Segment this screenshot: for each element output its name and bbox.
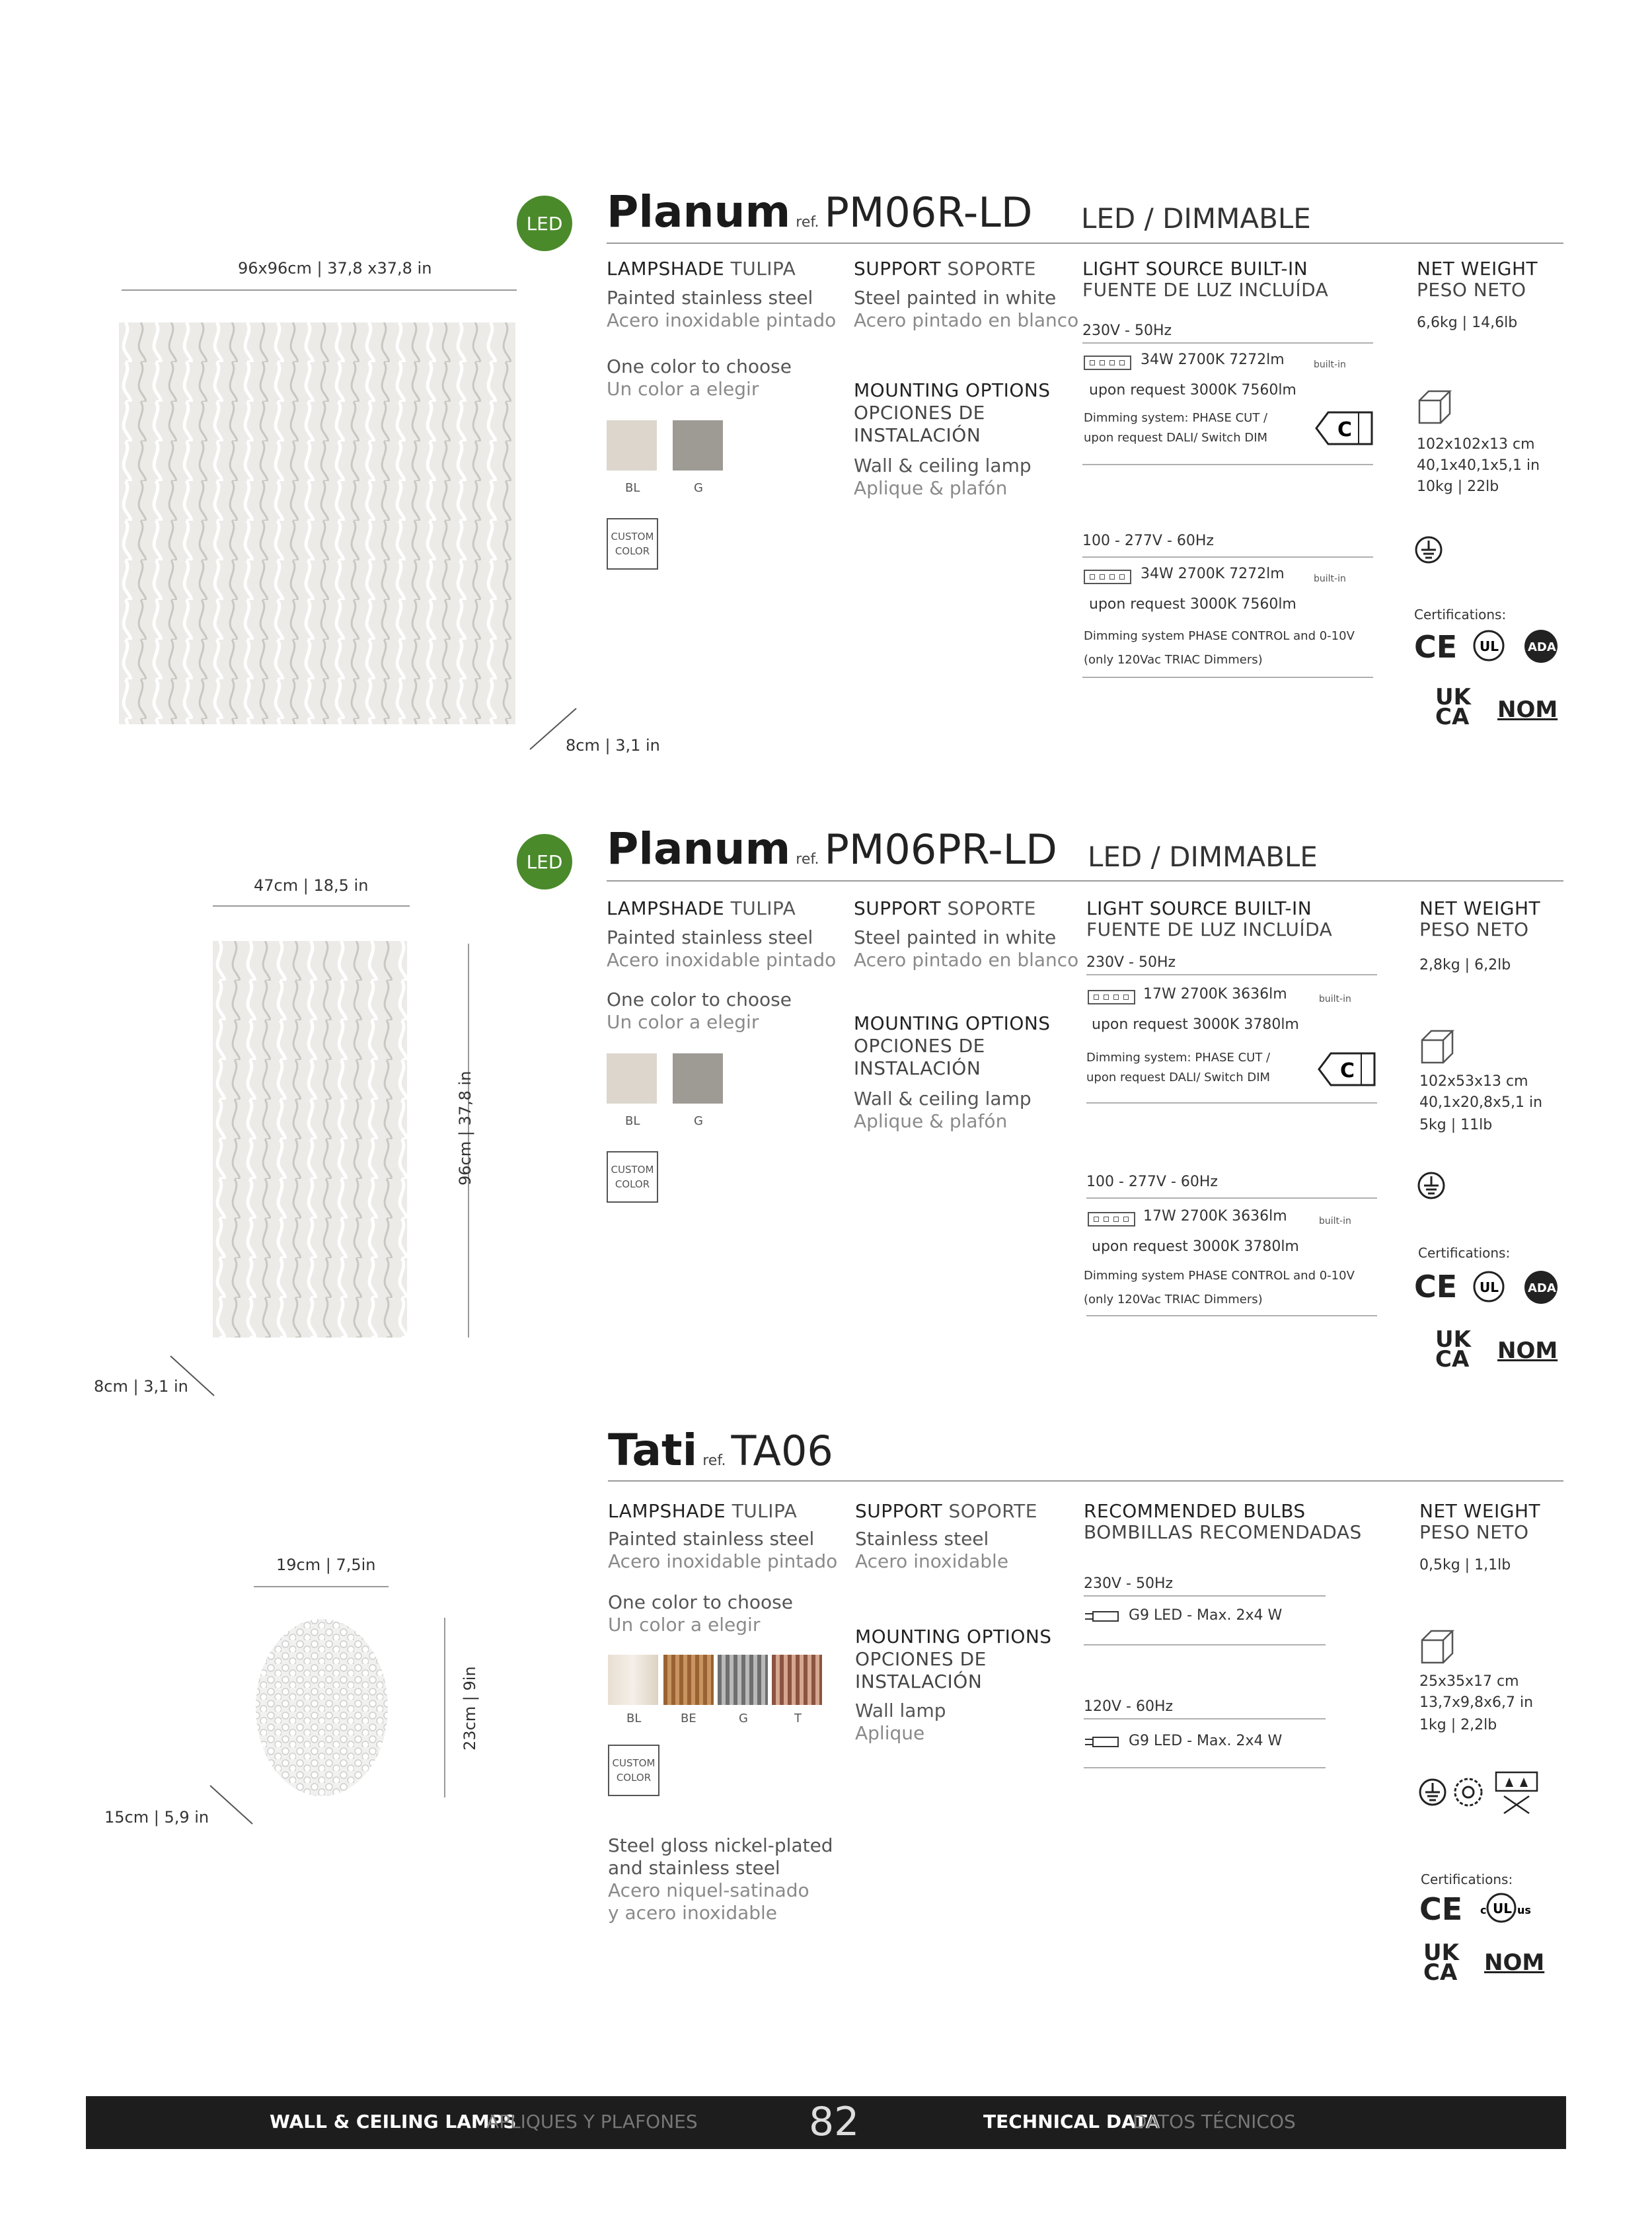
spec-230: 34W 2700K 7272lm — [1141, 352, 1285, 368]
ada-mark-icon — [1524, 1270, 1558, 1304]
swatch-label: BL — [625, 1114, 640, 1128]
ce-mark-icon: CE — [1414, 1269, 1458, 1304]
dimension-depth: 8cm | 3,1 in — [94, 1377, 188, 1396]
no-insulation-cover-icon — [1495, 1771, 1538, 1815]
net-weight-value: 6,6kg | 14,6lb — [1417, 315, 1518, 331]
svg-text:ADA: ADA — [1528, 640, 1556, 654]
dimming-system: Dimming system: PHASE CUT / — [1084, 411, 1268, 425]
swatch-label: BL — [626, 1712, 642, 1725]
voltage-100: 100 - 277V - 60Hz — [1082, 533, 1214, 549]
builtin-note: built-in — [1314, 359, 1346, 370]
swatch-label: T — [794, 1712, 802, 1725]
lampshade-material-es: Acero inoxidable pintado — [607, 949, 837, 971]
dimension-line — [444, 1618, 445, 1797]
swatch-label: BE — [681, 1712, 696, 1725]
nom-mark-icon: NOM — [1497, 697, 1558, 723]
light-source-heading: LIGHT SOURCE BUILT-IN — [1082, 258, 1308, 280]
dimming-system: upon request DALI/ Switch DIM — [1084, 431, 1268, 445]
svg-text:UL: UL — [1493, 1901, 1512, 1916]
custom-color-box[interactable]: CUSTOM COLOR — [608, 1745, 659, 1796]
footer-section: WALL & CEILING LAMPS — [270, 2111, 517, 2133]
dimension-width: 96x96cm | 37,8 x37,8 in — [238, 259, 432, 278]
package-icon — [1419, 1028, 1456, 1065]
voltage-230: 230V - 50Hz — [1086, 954, 1176, 971]
mounting-option: Wall & ceiling lamp — [854, 1088, 1032, 1110]
dimension-height: 96cm | 37,8 in — [456, 1071, 474, 1186]
support-material: Steel painted in white — [854, 926, 1057, 948]
cul-us-mark-icon — [1480, 1891, 1533, 1924]
dimension-depth: 15cm | 5,9 in — [104, 1808, 209, 1827]
upon-request-230: upon request 3000K 7560lm — [1089, 382, 1296, 398]
mounting-option-es: Aplique & plafón — [854, 477, 1008, 499]
ukca-mark-icon: UK CA — [1435, 1326, 1471, 1373]
svg-text:ADA: ADA — [1528, 1281, 1556, 1295]
product-code: PM06R-LD — [824, 188, 1033, 237]
mounting-heading-es: OPCIONES DE — [855, 1648, 987, 1670]
net-weight-heading-es: PESO NETO — [1419, 1521, 1529, 1543]
divider — [1082, 677, 1373, 678]
material-note-es: y acero inoxidable — [608, 1902, 778, 1924]
product-title: Planum ref. PM06R-LD — [607, 186, 1033, 237]
package-icon — [1417, 389, 1454, 426]
voltage-100: 100 - 277V - 60Hz — [1086, 1174, 1218, 1190]
divider — [1084, 1718, 1326, 1719]
swatch-t[interactable] — [772, 1655, 822, 1705]
mounting-heading-es: INSTALACIÓN — [855, 1671, 983, 1692]
swatch-label: G — [739, 1712, 748, 1725]
swatch-be[interactable] — [663, 1655, 714, 1705]
divider — [1086, 974, 1377, 975]
footer-bar — [86, 2096, 1566, 2149]
net-weight-heading: NET WEIGHT — [1419, 897, 1541, 919]
mounting-option: Wall & ceiling lamp — [854, 455, 1032, 476]
upon-request-100: upon request 3000K 3780lm — [1092, 1238, 1299, 1255]
dimmer-icon — [1318, 1051, 1377, 1088]
package-weight: 5kg | 11lb — [1419, 1117, 1493, 1133]
svg-text:us: us — [1517, 1904, 1531, 1916]
dimmer-icon — [1315, 410, 1374, 447]
mounting-heading-es: INSTALACIÓN — [854, 1057, 981, 1079]
bulb-spec-120: G9 LED - Max. 2x4 W — [1129, 1733, 1283, 1749]
dimension-line — [254, 1586, 389, 1587]
divider — [1084, 1767, 1326, 1768]
page-number: 82 — [809, 2099, 860, 2145]
net-weight-heading: NET WEIGHT — [1417, 258, 1538, 280]
color-note: One color to choose — [608, 1591, 793, 1613]
lamp-image — [119, 322, 515, 724]
support-material: Stainless steel — [855, 1528, 989, 1550]
light-source-heading-es: FUENTE DE LUZ INCLUÍDA — [1082, 279, 1329, 301]
voltage-230: 230V - 50Hz — [1082, 322, 1172, 339]
dimming-system-us: Dimming system PHASE CONTROL and 0-10V — [1084, 1269, 1355, 1283]
support-heading: SUPPORT SOPORTE — [854, 258, 1036, 280]
mounting-heading-es: OPCIONES DE — [854, 1035, 985, 1057]
divider — [1082, 342, 1373, 344]
spec-100: 17W 2700K 3636lm — [1143, 1208, 1287, 1225]
product-code: TA06 — [731, 1427, 833, 1475]
bulbs-heading-es: BOMBILLAS RECOMENDADAS — [1084, 1521, 1362, 1543]
color-note-es: Un color a elegir — [608, 1614, 761, 1636]
led-badge: LED — [517, 834, 572, 889]
led-strip-icon — [1088, 990, 1135, 1004]
net-weight-heading-es: PESO NETO — [1417, 279, 1526, 301]
lampshade-material: Painted stainless steel — [607, 287, 813, 309]
svg-text:c: c — [1480, 1904, 1487, 1916]
material-note-es: Acero niquel-satinado — [608, 1879, 809, 1901]
svg-text:C: C — [1340, 1059, 1355, 1082]
upon-request-230: upon request 3000K 3780lm — [1092, 1016, 1299, 1033]
swatch-g[interactable] — [718, 1655, 768, 1705]
ce-mark-icon: CE — [1419, 1891, 1463, 1927]
builtin-note: built-in — [1314, 574, 1346, 584]
footer-section-es: APLIQUES Y PLAFONES — [486, 2111, 698, 2133]
custom-color-box[interactable]: CUSTOM COLOR — [607, 518, 658, 570]
lamp-image — [213, 941, 407, 1338]
package-size-in: 40,1x20,8x5,1 in — [1419, 1094, 1543, 1111]
material-note: Steel gloss nickel-plated — [608, 1834, 833, 1856]
heat-resistant-icon — [1452, 1776, 1484, 1808]
package-icon — [1419, 1628, 1456, 1665]
mounting-option-es: Aplique & plafón — [854, 1110, 1008, 1132]
depth-line — [209, 1784, 255, 1827]
swatch-bl[interactable] — [608, 1655, 658, 1705]
divider — [607, 880, 1563, 882]
voltage-230: 230V - 50Hz — [1084, 1575, 1174, 1592]
product-code: PM06PR-LD — [824, 825, 1057, 874]
lampshade-heading: LAMPSHADE TULIPA — [608, 1500, 798, 1522]
lampshade-material-es: Acero inoxidable pintado — [608, 1550, 838, 1572]
product-type: LED / DIMMABLE — [1088, 841, 1318, 873]
dimming-system: upon request DALI/ Switch DIM — [1086, 1071, 1271, 1084]
support-heading: SUPPORT SOPORTE — [855, 1500, 1037, 1522]
led-strip-icon — [1088, 1212, 1135, 1227]
mounting-option: Wall lamp — [855, 1700, 946, 1721]
net-weight-value: 0,5kg | 1,1lb — [1419, 1557, 1511, 1573]
dimension-width: 19cm | 7,5in — [276, 1556, 376, 1574]
dimming-system-us: (only 120Vac TRIAC Dimmers) — [1084, 653, 1263, 667]
spec-100: 34W 2700K 7272lm — [1141, 566, 1285, 582]
package-size-in: 13,7x9,8x6,7 in — [1419, 1694, 1534, 1711]
color-note: One color to choose — [607, 989, 792, 1010]
divider — [1086, 1315, 1377, 1316]
builtin-note: built-in — [1319, 1216, 1351, 1227]
certifications-label: Certifications: — [1421, 1871, 1513, 1887]
mounting-heading-es: OPCIONES DE — [854, 402, 985, 424]
led-strip-icon — [1084, 356, 1131, 370]
led-badge: LED — [517, 196, 572, 251]
bulbs-heading: RECOMMENDED BULBS — [1084, 1500, 1306, 1522]
color-note: One color to choose — [607, 356, 792, 377]
divider — [1086, 1102, 1377, 1104]
package-size-in: 40,1x40,1x5,1 in — [1417, 457, 1540, 474]
dimension-line — [122, 289, 517, 291]
footer-technical-es: DATOS TÉCNICOS — [1133, 2111, 1296, 2133]
ukca-mark-icon: UK CA — [1435, 684, 1471, 730]
net-weight-heading-es: PESO NETO — [1419, 919, 1529, 940]
support-material: Steel painted in white — [854, 287, 1057, 309]
swatch-label: G — [694, 1114, 703, 1128]
net-weight-heading: NET WEIGHT — [1419, 1500, 1541, 1522]
lampshade-material: Painted stainless steel — [607, 926, 813, 948]
dimension-depth: 8cm | 3,1 in — [566, 736, 660, 755]
voltage-120: 120V - 60Hz — [1084, 1698, 1174, 1715]
ul-mark-icon — [1472, 1270, 1505, 1303]
divider — [607, 243, 1563, 244]
dimension-width: 47cm | 18,5 in — [254, 876, 369, 895]
divider — [1082, 556, 1373, 558]
swatch-label: BL — [625, 481, 640, 495]
ground-icon — [1418, 1778, 1447, 1807]
mounting-heading: MOUNTING OPTIONS — [854, 1012, 1051, 1034]
dimming-system: Dimming system: PHASE CUT / — [1086, 1051, 1271, 1065]
divider — [608, 1480, 1563, 1482]
divider — [1082, 464, 1373, 465]
ada-mark-icon — [1524, 629, 1558, 663]
nom-mark-icon: NOM — [1484, 1949, 1545, 1976]
dimming-system-us: (only 120Vac TRIAC Dimmers) — [1084, 1293, 1263, 1306]
bulb-spec-230: G9 LED - Max. 2x4 W — [1129, 1607, 1283, 1624]
product-name: Tati — [608, 1425, 698, 1476]
certifications-label: Certifications: — [1418, 1245, 1511, 1261]
lampshade-heading: LAMPSHADE TULIPA — [607, 897, 796, 919]
divider — [1084, 1644, 1326, 1645]
swatch-g[interactable] — [673, 1053, 723, 1104]
swatch-g[interactable] — [673, 420, 723, 471]
product-name: Planum — [607, 186, 791, 237]
ground-icon — [1414, 535, 1443, 564]
material-note: and stainless steel — [608, 1857, 780, 1879]
dimension-height: 23cm | 9in — [461, 1666, 479, 1751]
color-note-es: Un color a elegir — [607, 378, 759, 400]
lampshade-heading: LAMPSHADE TULIPA — [607, 258, 796, 280]
ul-mark-icon — [1472, 629, 1505, 662]
support-material-es: Acero pintado en blanco — [854, 309, 1079, 331]
mounting-option-es: Aplique — [855, 1722, 925, 1744]
swatch-bl[interactable] — [607, 1053, 657, 1104]
support-heading: SUPPORT SOPORTE — [854, 897, 1036, 919]
footer-technical: TECHNICAL DATA — [983, 2111, 1160, 2133]
package-size: 25x35x17 cm — [1419, 1673, 1519, 1690]
light-source-heading-es: FUENTE DE LUZ INCLUÍDA — [1086, 919, 1333, 940]
upon-request-100: upon request 3000K 7560lm — [1089, 596, 1296, 613]
product-type: LED / DIMMABLE — [1081, 202, 1311, 235]
swatch-bl[interactable] — [607, 420, 657, 471]
product-name: Planum — [607, 823, 791, 874]
product-title: Tati ref. TA06 — [608, 1425, 833, 1476]
led-strip-icon — [1084, 570, 1131, 584]
ground-icon — [1417, 1171, 1446, 1200]
svg-text:UL: UL — [1480, 638, 1499, 654]
builtin-note: built-in — [1319, 994, 1351, 1004]
product-title: Planum ref. PM06PR-LD — [607, 823, 1057, 874]
package-weight: 1kg | 2,2lb — [1419, 1717, 1497, 1733]
lamp-image — [252, 1616, 391, 1799]
lampshade-material: Painted stainless steel — [608, 1528, 815, 1550]
svg-text:C: C — [1337, 418, 1353, 441]
divider — [1084, 1595, 1326, 1597]
color-note-es: Un color a elegir — [607, 1011, 759, 1033]
light-source-heading: LIGHT SOURCE BUILT-IN — [1086, 897, 1312, 919]
ce-mark-icon: CE — [1414, 629, 1458, 665]
swatch-label: G — [694, 481, 703, 495]
dimension-line — [213, 905, 410, 907]
package-weight: 10kg | 22lb — [1417, 478, 1499, 495]
mounting-heading: MOUNTING OPTIONS — [854, 379, 1051, 401]
custom-color-box[interactable]: CUSTOM COLOR — [607, 1151, 658, 1203]
package-size: 102x102x13 cm — [1417, 436, 1535, 453]
support-material-es: Acero inoxidable — [855, 1550, 1009, 1572]
mounting-heading-es: INSTALACIÓN — [854, 424, 981, 446]
lampshade-material-es: Acero inoxidable pintado — [607, 309, 837, 331]
support-material-es: Acero pintado en blanco — [854, 949, 1079, 971]
spec-230: 17W 2700K 3636lm — [1143, 986, 1287, 1002]
ukca-mark-icon: UK CA — [1423, 1940, 1459, 1986]
divider — [1086, 1197, 1377, 1199]
certifications-label: Certifications: — [1414, 607, 1507, 623]
svg-text:UL: UL — [1480, 1279, 1499, 1295]
mounting-heading: MOUNTING OPTIONS — [855, 1626, 1052, 1647]
bulb-icon — [1084, 1608, 1121, 1624]
bulb-icon — [1084, 1734, 1121, 1750]
net-weight-value: 2,8kg | 6,2lb — [1419, 957, 1511, 973]
dimming-system-us: Dimming system PHASE CONTROL and 0-10V — [1084, 629, 1355, 643]
nom-mark-icon: NOM — [1497, 1338, 1558, 1364]
package-size: 102x53x13 cm — [1419, 1073, 1528, 1090]
